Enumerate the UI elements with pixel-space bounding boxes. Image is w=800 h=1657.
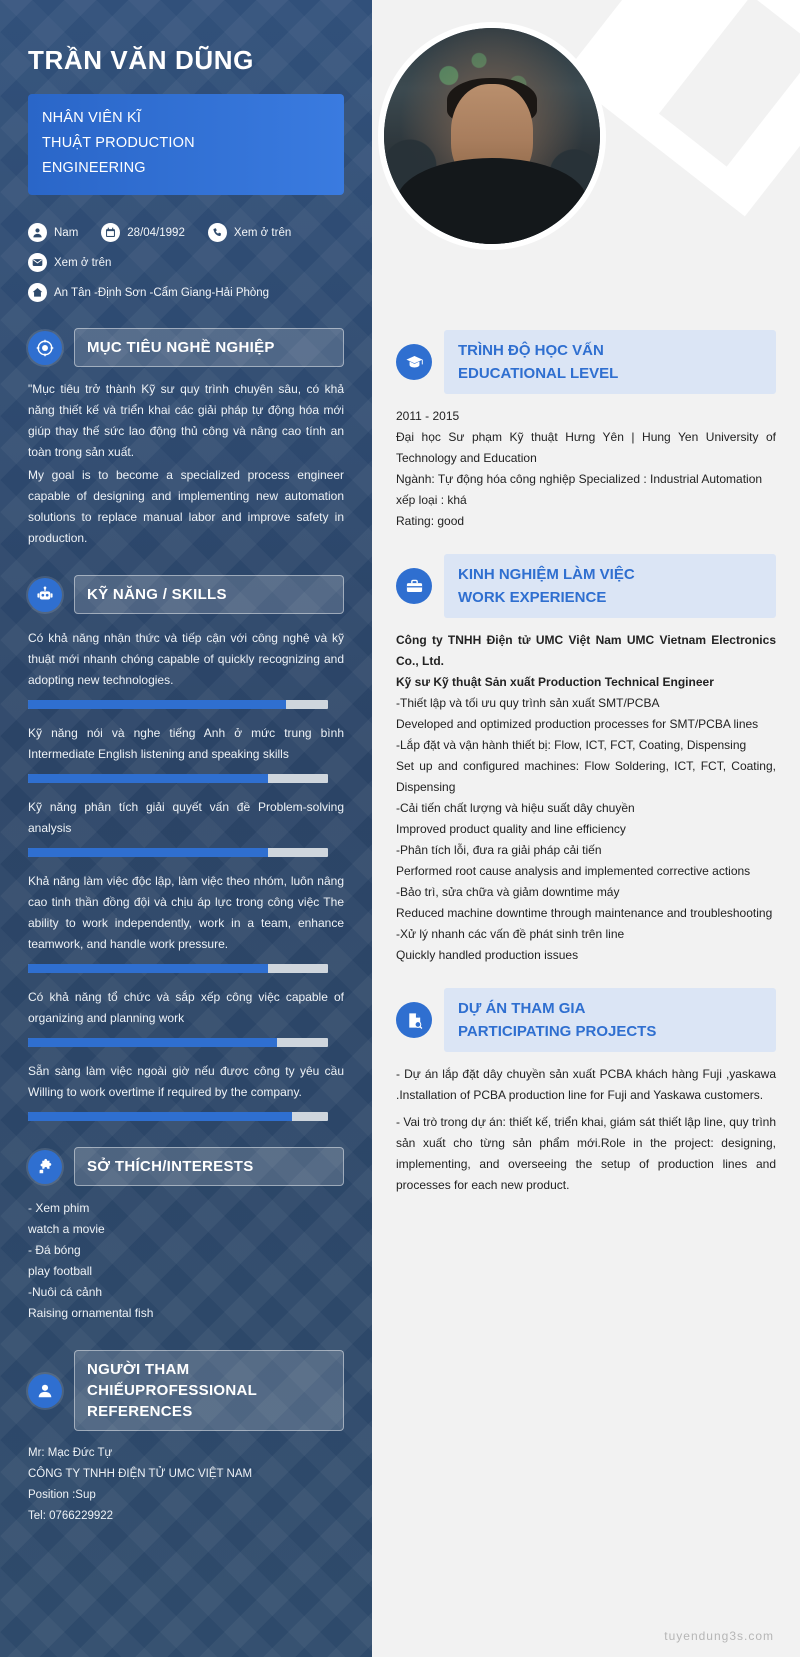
skill-text: Có khả năng nhận thức và tiếp cận với công nghệ và kỹ thuật mới nhanh chóng capable of quickly recognizing and adopting new technologies. bbox=[28, 631, 344, 687]
contact-block bbox=[28, 223, 344, 302]
education-line: xếp loại : khá bbox=[396, 493, 467, 507]
project-line: - Vai trò trong dự án: thiết kế, triển khai, giám sát thiết lập line, quy trình sản xuất cho từng sản phẩm mới.Role in the project: designing, implementing, and overseeing the setup of production lines and processes for each new product. bbox=[396, 1115, 777, 1192]
contact-email-text: Xem ở trên bbox=[54, 256, 112, 269]
experience-line: Performed root cause analysis and implemented corrective actions bbox=[396, 864, 751, 878]
experience-line: -Thiết lập và tối ưu quy trình sản xuất SMT/PCBA bbox=[396, 696, 660, 710]
interest-line: watch a movie bbox=[28, 1222, 105, 1236]
left-column bbox=[0, 0, 372, 1657]
experience-line: Set up and configured machines: Flow Soldering, ICT, FCT, Coating, Dispensing bbox=[396, 759, 776, 794]
objective-paragraph-2: My goal is to become a specialized process engineer capable of designing and implementing new automation solutions to replace manual labor and improve safety in production. bbox=[28, 468, 344, 545]
right-column bbox=[372, 0, 800, 1657]
section-projects-title bbox=[444, 988, 776, 1052]
briefcase-icon bbox=[396, 568, 432, 604]
home-icon bbox=[28, 283, 47, 302]
section-projects-header bbox=[396, 988, 776, 1052]
skill-item bbox=[28, 1061, 344, 1121]
skill-item bbox=[28, 797, 344, 857]
experience-line: Quickly handled production issues bbox=[396, 948, 579, 962]
section-references-header bbox=[28, 1350, 344, 1431]
contact-birthdate-text: 28/04/1992 bbox=[127, 226, 185, 239]
person-icon bbox=[28, 223, 47, 242]
experience-line: -Xử lý nhanh các vấn đề phát sinh trên line bbox=[396, 927, 625, 941]
references-body bbox=[28, 1443, 344, 1527]
page-title: TRẦN VĂN DŨNG bbox=[28, 45, 254, 75]
education-line: 2011 - 2015 bbox=[396, 409, 460, 423]
contact-row-3 bbox=[28, 283, 344, 302]
contact-phone-text: Xem ở trên bbox=[233, 226, 292, 239]
contact-birthdate bbox=[101, 223, 185, 242]
skill-text: Sẵn sàng làm việc ngoài giờ nếu được công ty yêu cầu Willing to work overtime if required by the company. bbox=[28, 1064, 344, 1099]
reference-line: Position :Sup bbox=[28, 1489, 96, 1501]
calendar-icon bbox=[101, 223, 120, 242]
references-title-line-1: NGƯỜI THAM bbox=[87, 1361, 190, 1378]
projects-title-line-1: DỰ ÁN THAM GIA bbox=[458, 1000, 586, 1017]
job-title-line-3: ENGINEERING bbox=[42, 160, 146, 176]
contact-address-text: An Tân -Định Sơn -Cẩm Giang-Hải Phòng bbox=[54, 286, 270, 299]
interest-line: - Xem phim bbox=[28, 1201, 90, 1215]
experience-line: -Bảo trì, sửa chữa và giảm downtime máy bbox=[396, 885, 620, 899]
education-title-line-1: TRÌNH ĐỘ HỌC VẤN bbox=[458, 342, 604, 359]
section-education-header bbox=[396, 330, 776, 394]
interest-line: -Nuôi cá cảnh bbox=[28, 1285, 103, 1299]
experience-title-line-2: WORK EXPERIENCE bbox=[458, 589, 607, 606]
contact-gender-text: Nam bbox=[54, 226, 79, 239]
project-line: - Dự án lắp đặt dây chuyền sản xuất PCBA khách hàng Fuji ,yaskawa .Installation of PCBA production line for Fuji and Yaskawa customers. bbox=[396, 1067, 776, 1102]
robot-icon bbox=[28, 578, 62, 612]
education-line: Đại học Sư phạm Kỹ thuật Hưng Yên | Hung Yen University of Technology and Education bbox=[396, 430, 776, 465]
section-interests-title: SỞ THÍCH/INTERESTS bbox=[74, 1147, 344, 1186]
interest-line: Raising ornamental fish bbox=[28, 1306, 154, 1320]
avatar-photo bbox=[384, 28, 600, 244]
section-objective-header bbox=[28, 328, 344, 367]
experience-line: Developed and optimized production processes for SMT/PCBA lines bbox=[396, 717, 759, 731]
experience-line: -Phân tích lỗi, đưa ra giải pháp cải tiến bbox=[396, 843, 602, 857]
section-skills-title: KỸ NĂNG / SKILLS bbox=[74, 575, 344, 614]
objective-paragraph-1: "Mục tiêu trở thành Kỹ sư quy trình chuyên sâu, có khả năng thiết kế và triển khai các giải pháp tự động hóa mới giúp thay thế sức lao động thủ công và nâng cao tính an toàn trong sản xuất. bbox=[28, 382, 344, 459]
contact-row-1 bbox=[28, 223, 344, 242]
skill-item bbox=[28, 723, 344, 783]
section-references-title bbox=[74, 1350, 344, 1431]
avatar bbox=[378, 22, 606, 250]
education-title-line-2: EDUCATIONAL LEVEL bbox=[458, 365, 619, 382]
skill-bar bbox=[28, 964, 328, 973]
experience-title-line-1: KINH NGHIỆM LÀM VIỆC bbox=[458, 566, 635, 583]
user-icon bbox=[28, 1374, 62, 1408]
skill-bar bbox=[28, 1112, 328, 1121]
phone-icon bbox=[208, 223, 227, 242]
contact-address bbox=[28, 283, 269, 302]
skill-text: Có khả năng tổ chức và sắp xếp công việc capable of organizing and planning work bbox=[28, 990, 344, 1025]
contact-gender bbox=[28, 223, 78, 242]
reference-line: Mr: Mạc Đức Tự bbox=[28, 1447, 113, 1459]
skill-item bbox=[28, 871, 344, 973]
experience-line: Reduced machine downtime through maintenance and troubleshooting bbox=[396, 906, 773, 920]
experience-line: -Cải tiến chất lượng và hiệu suất dây chuyền bbox=[396, 801, 635, 815]
document-icon bbox=[396, 1002, 432, 1038]
section-education-title bbox=[444, 330, 776, 394]
experience-body bbox=[396, 630, 776, 966]
reference-line: CÔNG TY TNHH ĐIỆN TỬ UMC VIỆT NAM bbox=[28, 1468, 253, 1480]
target-icon bbox=[28, 331, 62, 365]
skill-item bbox=[28, 628, 344, 709]
experience-line: -Lắp đặt và vận hành thiết bị: Flow, ICT, FCT, Coating, Dispensing bbox=[396, 738, 747, 752]
avatar-body bbox=[397, 158, 587, 244]
job-title-line-1: NHÂN VIÊN KĨ bbox=[42, 110, 142, 126]
section-experience-title bbox=[444, 554, 776, 618]
skill-bar bbox=[28, 774, 328, 783]
skill-text: Kỹ năng nói và nghe tiếng Anh ở mức trung bình Intermediate English listening and speaking skills bbox=[28, 726, 344, 761]
experience-role: Kỹ sư Kỹ thuật Sản xuất Production Technical Engineer bbox=[396, 675, 714, 689]
contact-row-2 bbox=[28, 253, 344, 272]
experience-line: Improved product quality and line efficiency bbox=[396, 822, 626, 836]
contact-phone bbox=[208, 223, 291, 242]
skill-bar bbox=[28, 700, 328, 709]
section-objective-title: MỤC TIÊU NGHỀ NGHIỆP bbox=[74, 328, 344, 367]
skill-bar bbox=[28, 1038, 328, 1047]
section-skills-header bbox=[28, 575, 344, 614]
references-title-line-3: REFERENCES bbox=[87, 1403, 193, 1420]
skill-text: Khả năng làm việc độc lập, làm việc theo nhóm, luôn nâng cao tinh thần đồng đội và chịu áp lực trong công việc The ability to work independently, work in a team, enhance teamwork, and handle work pressure. bbox=[28, 874, 344, 951]
reference-line: Tel: 0766229922 bbox=[28, 1510, 114, 1522]
contact-email bbox=[28, 253, 111, 272]
job-title-box bbox=[28, 94, 344, 195]
interest-line: - Đá bóng bbox=[28, 1243, 81, 1257]
interest-line: play football bbox=[28, 1264, 93, 1278]
puzzle-icon bbox=[28, 1150, 62, 1184]
skill-item bbox=[28, 987, 344, 1047]
email-icon bbox=[28, 253, 47, 272]
watermark: tuyendung3s.com bbox=[664, 1629, 774, 1643]
projects-title-line-2: PARTICIPATING PROJECTS bbox=[458, 1023, 657, 1040]
projects-body bbox=[396, 1064, 776, 1196]
education-line: Rating: good bbox=[396, 514, 465, 528]
education-body bbox=[396, 406, 776, 532]
section-interests-header bbox=[28, 1147, 344, 1186]
experience-company: Công ty TNHH Điện tử UMC Việt Nam UMC Vietnam Electronics Co., Ltd. bbox=[396, 633, 776, 668]
skill-text: Kỹ năng phân tích giải quyết vấn đề Problem-solving analysis bbox=[28, 800, 344, 835]
education-line: Ngành: Tự động hóa công nghiệp Specialized : Industrial Automation bbox=[396, 472, 763, 486]
references-title-line-2: CHIẾUPROFESSIONAL bbox=[87, 1382, 258, 1399]
job-title-line-2: THUẬT PRODUCTION bbox=[42, 135, 195, 151]
section-experience-header bbox=[396, 554, 776, 618]
skill-bar bbox=[28, 848, 328, 857]
graduation-cap-icon bbox=[396, 344, 432, 380]
